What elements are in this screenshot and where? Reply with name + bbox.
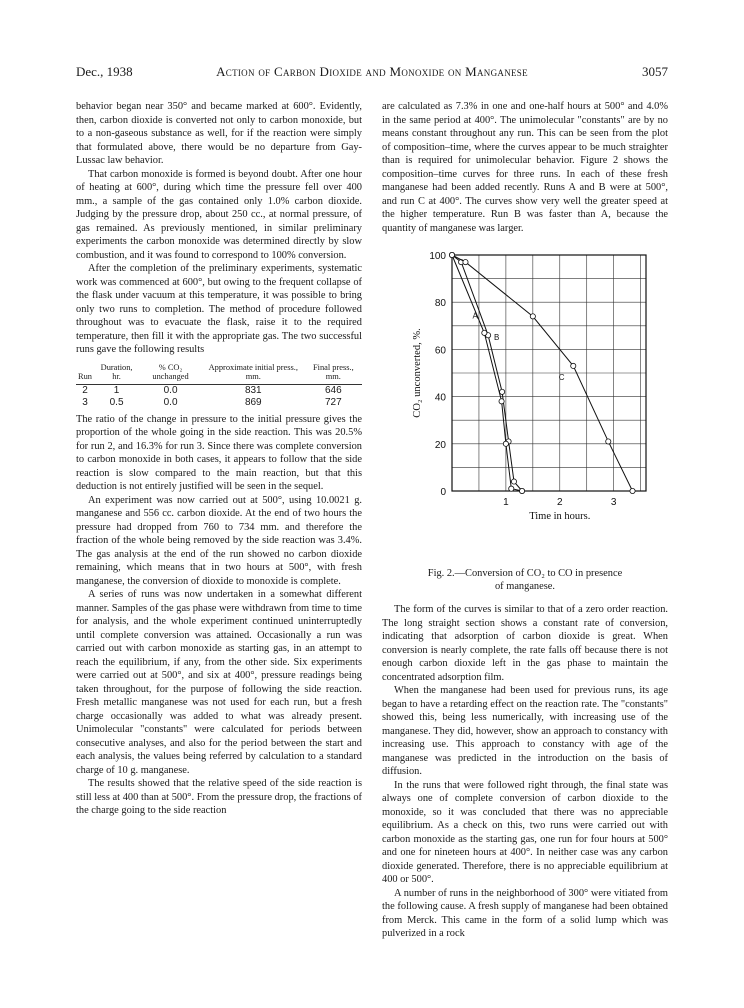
- right-column: [382, 100, 668, 941]
- running-header: [76, 64, 668, 82]
- y-axis-label: CO₂ unconverted, %.: [412, 328, 423, 418]
- paragraph: That carbon monoxide is formed is beyond doubt. After one hour of heating at 600°, during which time the pressure fell over 400 mm., a sample of the gas contained only 1.0% carbon dioxide. Judging by the pressure drop, about 250 cc., at normal pressure, of gas remained. As previously mentioned, in similar preliminary experiments the carbon monoxide was determined directly by slow combustion, and it was found to correspond to 100% conversion.: [76, 168, 362, 261]
- table-cell: 869: [244, 396, 262, 408]
- data-point-b: [482, 330, 487, 335]
- figure-caption: [382, 567, 668, 593]
- paragraph: The form of the curves is similar to that of a zero order reaction. The long straight section shows a constant rate of conversion, indicating that adsorption of carbon dioxide is great. When conversion is nearly complete, the rate falls off because there is not enough carbon dioxide left in the gas phase to maintain the concentrated adsorption film.: [382, 604, 668, 683]
- y-tick-label: 0: [440, 487, 446, 498]
- data-point-c: [463, 259, 468, 264]
- table-header: Approximate initial press., mm.: [202, 363, 305, 385]
- header-title: Action of Carbon Dioxide and Monoxide on Manganese: [216, 64, 528, 79]
- table-row: [76, 384, 362, 397]
- x-tick-label: 2: [556, 497, 563, 508]
- table-header: Run: [76, 363, 94, 385]
- results-table: [76, 363, 362, 409]
- data-point-a: [500, 389, 505, 394]
- data-point-c: [571, 363, 576, 368]
- table-cell: 831: [244, 384, 262, 396]
- data-point-c: [449, 252, 454, 257]
- data-point-b: [499, 399, 504, 404]
- series-label-c: C: [558, 373, 565, 383]
- y-tick-label: 20: [434, 439, 446, 451]
- data-point-c: [630, 488, 635, 493]
- paragraph: are calculated as 7.3% in one and one-half hours at 500° and 4.0% in the same period at 400°. The unimolecular "constants" are by no means constant throughout any run. This can be seen from the plot of composition–time, where the curves appear to be much straighter than is required for unimolecular behavior. Figure 2 shows the composition–time curves for three runs. In each of these fresh manganese had been added recently. Runs A and B were at 500°, and run C at 400°. The curves show very well the greater speed at the higher temperature. Run B was faster than A, because the quantity of manganese was larger.: [382, 101, 668, 234]
- series-label-b: B: [494, 332, 500, 342]
- paragraph: In the runs that were followed right through, the final state was always one of complete conversion of carbon dioxide to the monoxide, so it was concluded that there was no appreciable equilibrium. As a check on this, two runs were carried out with carbon monoxide as the starting gas, one run for four hours at 500° and one for nineteen hours at 400°. In neither case was any carbon dioxide generated. Therefore, there is no appreciable equilibrium at 400 or 500°.: [382, 779, 668, 885]
- table-header: % CO₂ unchanged: [139, 363, 202, 385]
- data-point-b: [503, 441, 508, 446]
- page-number: 3057: [642, 64, 668, 79]
- caption-line: of manganese.: [494, 581, 555, 592]
- table-cell: 0.0: [163, 384, 178, 396]
- table-cell: 727: [324, 396, 342, 408]
- table-cell: 0.0: [163, 396, 178, 408]
- data-point-c: [530, 314, 535, 319]
- table-header: Final press., mm.: [305, 363, 362, 385]
- paragraph: A number of runs in the neighborhood of 300° were vitiated from the following cause. A fresh supply of manganese had been obtained from Merck. This came in the form of a solid lump which was pulverized in a rock: [382, 887, 668, 939]
- paragraph: When the manganese had been used for previous runs, its age began to have a retarding effect on the reaction rate. The "constants" showed this, being less numerically, with increasing use of the manganese. They did, however, show an approach to constancy with increasing use. This approach to constancy with age of the manganese was predicted in the introduction on the basis of diffusion.: [382, 685, 668, 777]
- paragraph: The results showed that the relative speed of the side reaction is still less at 400 than at 500°. From the pressure drop, the fractions of the charge going to the side reaction: [76, 778, 362, 816]
- paragraph: After the completion of the preliminary experiments, systematic work was commenced at 600°, but owing to the frequent collapse of the flask under vacuum at this temperature, it was possible to bring only two runs to completion. The method of procedure followed throughout was to evacuate the flask, raise it to the required temperature, then fill it with the appropriate gas. The two successful runs gave the following results: [76, 263, 362, 355]
- series-label-a: A: [472, 311, 478, 321]
- caption-line: Fig. 2.—Conversion of CO₂ to CO in presence: [427, 568, 623, 579]
- paragraph: An experiment was now carried out at 500°, using 10.0021 g. manganese and 556 cc. carbon dioxide. At the end of two hours the pressure had dropped from 760 to 734 mm. and therefore the fraction of the whole being removed by the side reaction was 3.4%. The gas analysis at the end of the run showed no carbon dioxide remaining, which means that in two hours at 500°, with fresh manganese, the conversion of dioxide to monoxide is complete.: [76, 494, 362, 587]
- data-point-b: [509, 486, 514, 491]
- table-cell: 2: [82, 384, 88, 396]
- conversion-chart: [382, 243, 668, 563]
- y-tick-label: 80: [434, 298, 446, 310]
- x-axis-label: Time in hours.: [529, 511, 591, 522]
- table-cell: 0.5: [109, 396, 124, 408]
- table-cell: 646: [324, 384, 342, 396]
- data-point-b: [519, 488, 524, 493]
- table-cell: 1: [113, 384, 120, 396]
- data-point-a: [511, 479, 516, 484]
- paragraph: The ratio of the change in pressure to the initial pressure gives the proportion of the whole going in the side reaction. This was 20.5% for run 2, and 16.3% for run 3. Since there was complete conversion to carbon monoxide in both cases, it appears to follow that the side reaction is slow compared to the main reaction, but that this deduction is not entirely justified will be seen in the sequel.: [76, 413, 362, 492]
- x-tick-label: 3: [610, 497, 617, 508]
- y-tick-label: 60: [434, 345, 446, 357]
- data-point-c: [606, 439, 611, 444]
- table-header: Duration, hr.: [94, 363, 139, 385]
- paragraph: behavior began near 350° and became marked at 600°. Evidently, then, carbon dioxide is converted not only to carbon monoxide, but to a non-gaseous substance as well, for if the reaction were simply that formulated above, there would be no departure from Gay-Lussac law behavior.: [76, 101, 362, 166]
- y-tick-label: 100: [429, 251, 446, 262]
- x-tick-label: 1: [503, 497, 509, 508]
- figure-2: [382, 243, 668, 563]
- table-cell: 3: [82, 396, 88, 408]
- table-row: [76, 397, 362, 409]
- paragraph: A series of runs was now undertaken in a somewhat different manner. Samples of the gas phase were withdrawn from time to time for analysis, and the whole experiment continued uninterruptedly until complete conversion was attained. Occasionally a run was carried out with carbon monoxide as starting gas, in an attempt to reach the equilibrium, if any, from the other side. Six experiments were carried out at 500°, and six at 400°, pressure readings being taken throughout, for the purpose of following the side reaction. Fresh metallic manganese was not used for each run, but a fresh charge occasionally was added to what was already present. Unimolecular "constants" were calculated for periods between consecutive analyses, and also for the period between the start and each analysis, the values being referred by calculation to a standard charge of 10 g. manganese.: [76, 589, 362, 776]
- table-header-row: [76, 363, 362, 385]
- y-tick-label: 40: [434, 392, 446, 404]
- header-date: Dec., 1938: [76, 64, 133, 79]
- left-column: [76, 100, 362, 818]
